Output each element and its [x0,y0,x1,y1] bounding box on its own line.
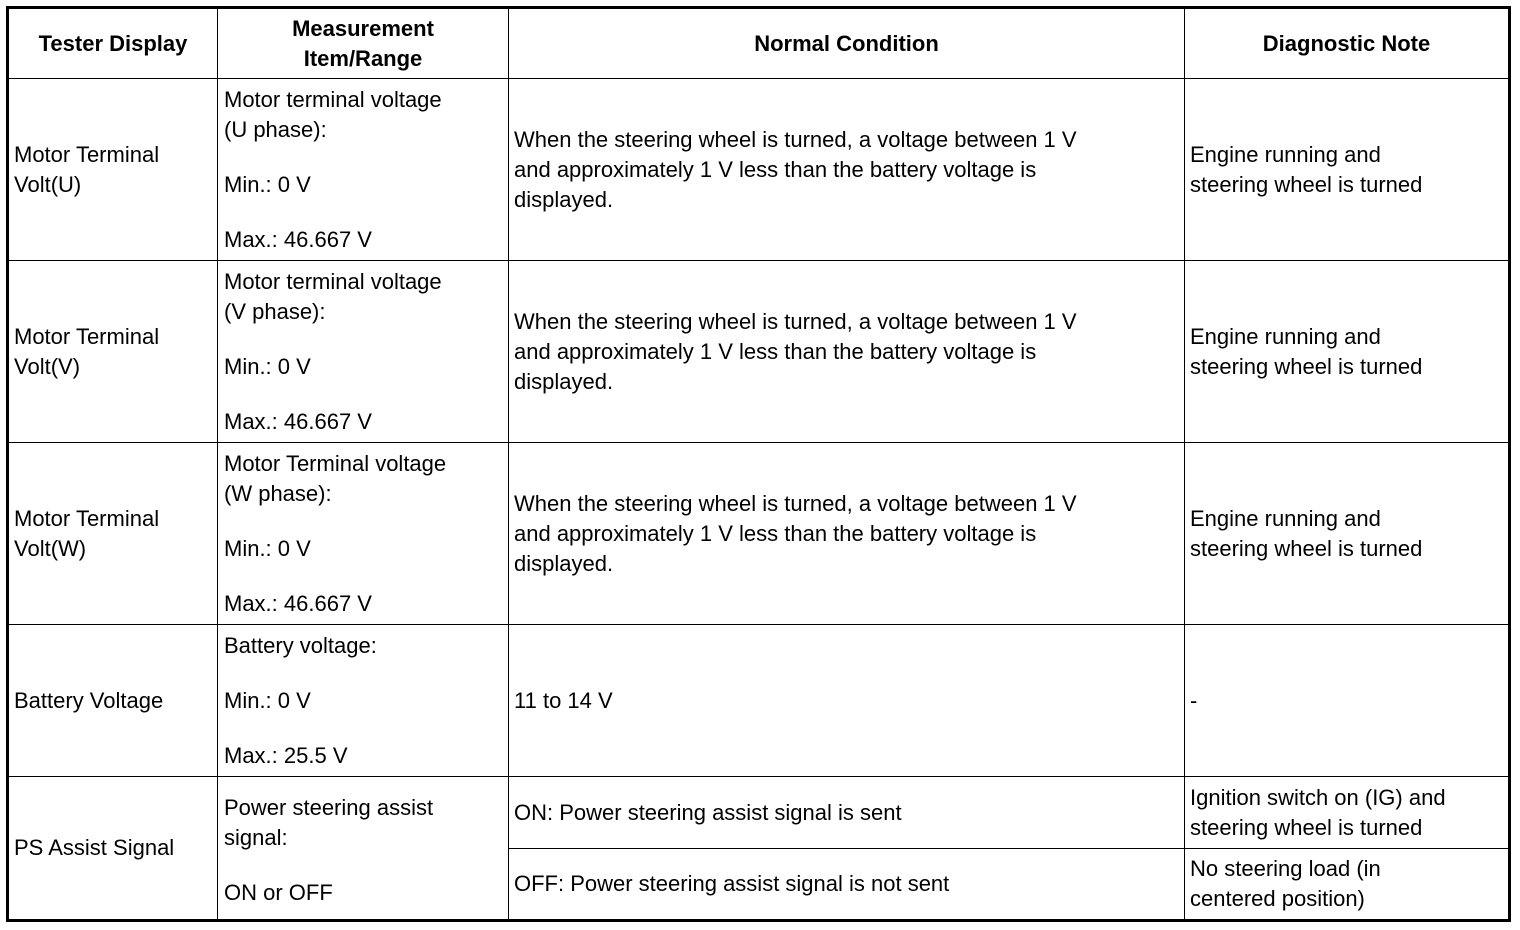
measurement-cell: Motor terminal voltage (V phase): Min.: 0 V Max.: 46.667 V [218,261,509,443]
table-row [8,443,1510,625]
header-measurement: Measurement Item/Range [218,8,509,79]
measurement-cell: Motor Terminal voltage (W phase): Min.: 0 V Max.: 46.667 V [218,443,509,625]
measurement-cell: Power steering assist signal: ON or OFF [218,777,509,921]
table-row [8,261,1510,443]
normal-condition-cell: When the steering wheel is turned, a voltage between 1 V and approximately 1 V less than the battery voltage is displayed. [509,79,1185,261]
table-row [8,625,1510,777]
diagnostic-note-cell: No steering load (in centered position) [1185,849,1510,921]
diagnostic-note-cell: Ignition switch on (IG) and steering wheel is turned [1185,777,1510,849]
diagnostic-note-cell: Engine running and steering wheel is turned [1185,79,1510,261]
header-diagnostic-note: Diagnostic Note [1185,8,1510,79]
tester-display-cell: Motor Terminal Volt(U) [8,79,218,261]
normal-condition-cell: ON: Power steering assist signal is sent [509,777,1185,849]
measurement-cell: Motor terminal voltage (U phase): Min.: 0 V Max.: 46.667 V [218,79,509,261]
tester-display-cell: Battery Voltage [8,625,218,777]
tester-display-cell: PS Assist Signal [8,777,218,921]
table-row [8,777,1510,849]
normal-condition-cell: When the steering wheel is turned, a voltage between 1 V and approximately 1 V less than the battery voltage is displayed. [509,443,1185,625]
normal-condition-cell: When the steering wheel is turned, a voltage between 1 V and approximately 1 V less than the battery voltage is displayed. [509,261,1185,443]
header-row [8,8,1510,79]
header-normal-condition: Normal Condition [509,8,1185,79]
diagnostic-table [6,6,1511,922]
diagnostic-note-cell: Engine running and steering wheel is turned [1185,261,1510,443]
diagnostic-note-cell: Engine running and steering wheel is turned [1185,443,1510,625]
tester-display-cell: Motor Terminal Volt(V) [8,261,218,443]
tester-display-cell: Motor Terminal Volt(W) [8,443,218,625]
measurement-cell: Battery voltage: Min.: 0 V Max.: 25.5 V [218,625,509,777]
normal-condition-cell: OFF: Power steering assist signal is not sent [509,849,1185,921]
diagnostic-note-cell: - [1185,625,1510,777]
normal-condition-cell: 11 to 14 V [509,625,1185,777]
table-row [8,79,1510,261]
header-tester-display: Tester Display [8,8,218,79]
